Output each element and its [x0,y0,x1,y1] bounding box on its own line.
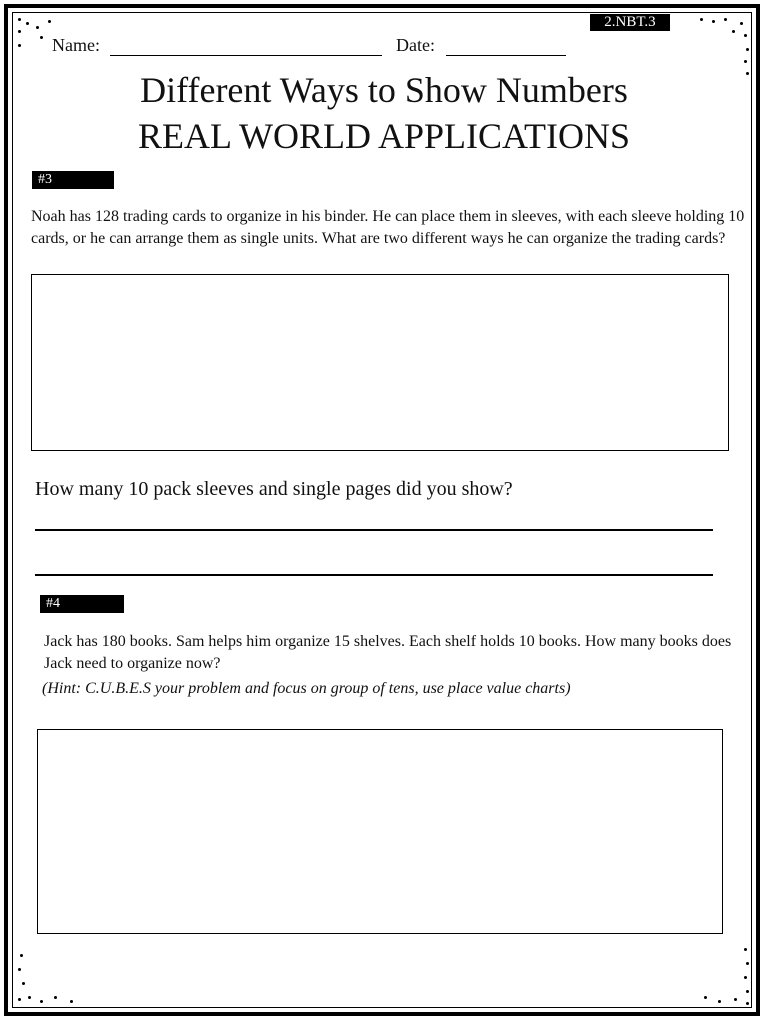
question-3-followup: How many 10 pack sleeves and single pages did you show? [35,478,513,500]
followup-answer-line-1[interactable] [35,529,713,531]
question-4-hint: (Hint: C.U.B.E.S your problem and focus on group of tens, use place value charts) [42,680,571,697]
standard-badge: 2.NBT.3 [590,14,670,31]
name-field[interactable] [110,55,382,56]
page-subtitle: REAL WORLD APPLICATIONS [137,116,631,156]
followup-answer-line-2[interactable] [35,574,713,576]
question-3-label: #3 [32,171,114,189]
date-field[interactable] [446,55,566,56]
date-label: Date: [396,35,435,55]
question-4-answer-box[interactable] [37,729,723,934]
page-title: Different Ways to Show Numbers [140,70,628,110]
question-3-answer-box[interactable] [31,274,729,451]
name-label: Name: [52,35,100,55]
question-4-label: #4 [40,595,124,613]
question-4-text: Jack has 180 books. Sam helps him organize 15 shelves. Each shelf holds 10 books. How many books does Jack need to organize now? [44,633,732,672]
question-3-text: Noah has 128 trading cards to organize in his binder. He can place them in sleeves, with each sleeve holding 10 cards, or he can arrange them as single units. What are two different ways he can organize the trading cards? [31,208,745,247]
